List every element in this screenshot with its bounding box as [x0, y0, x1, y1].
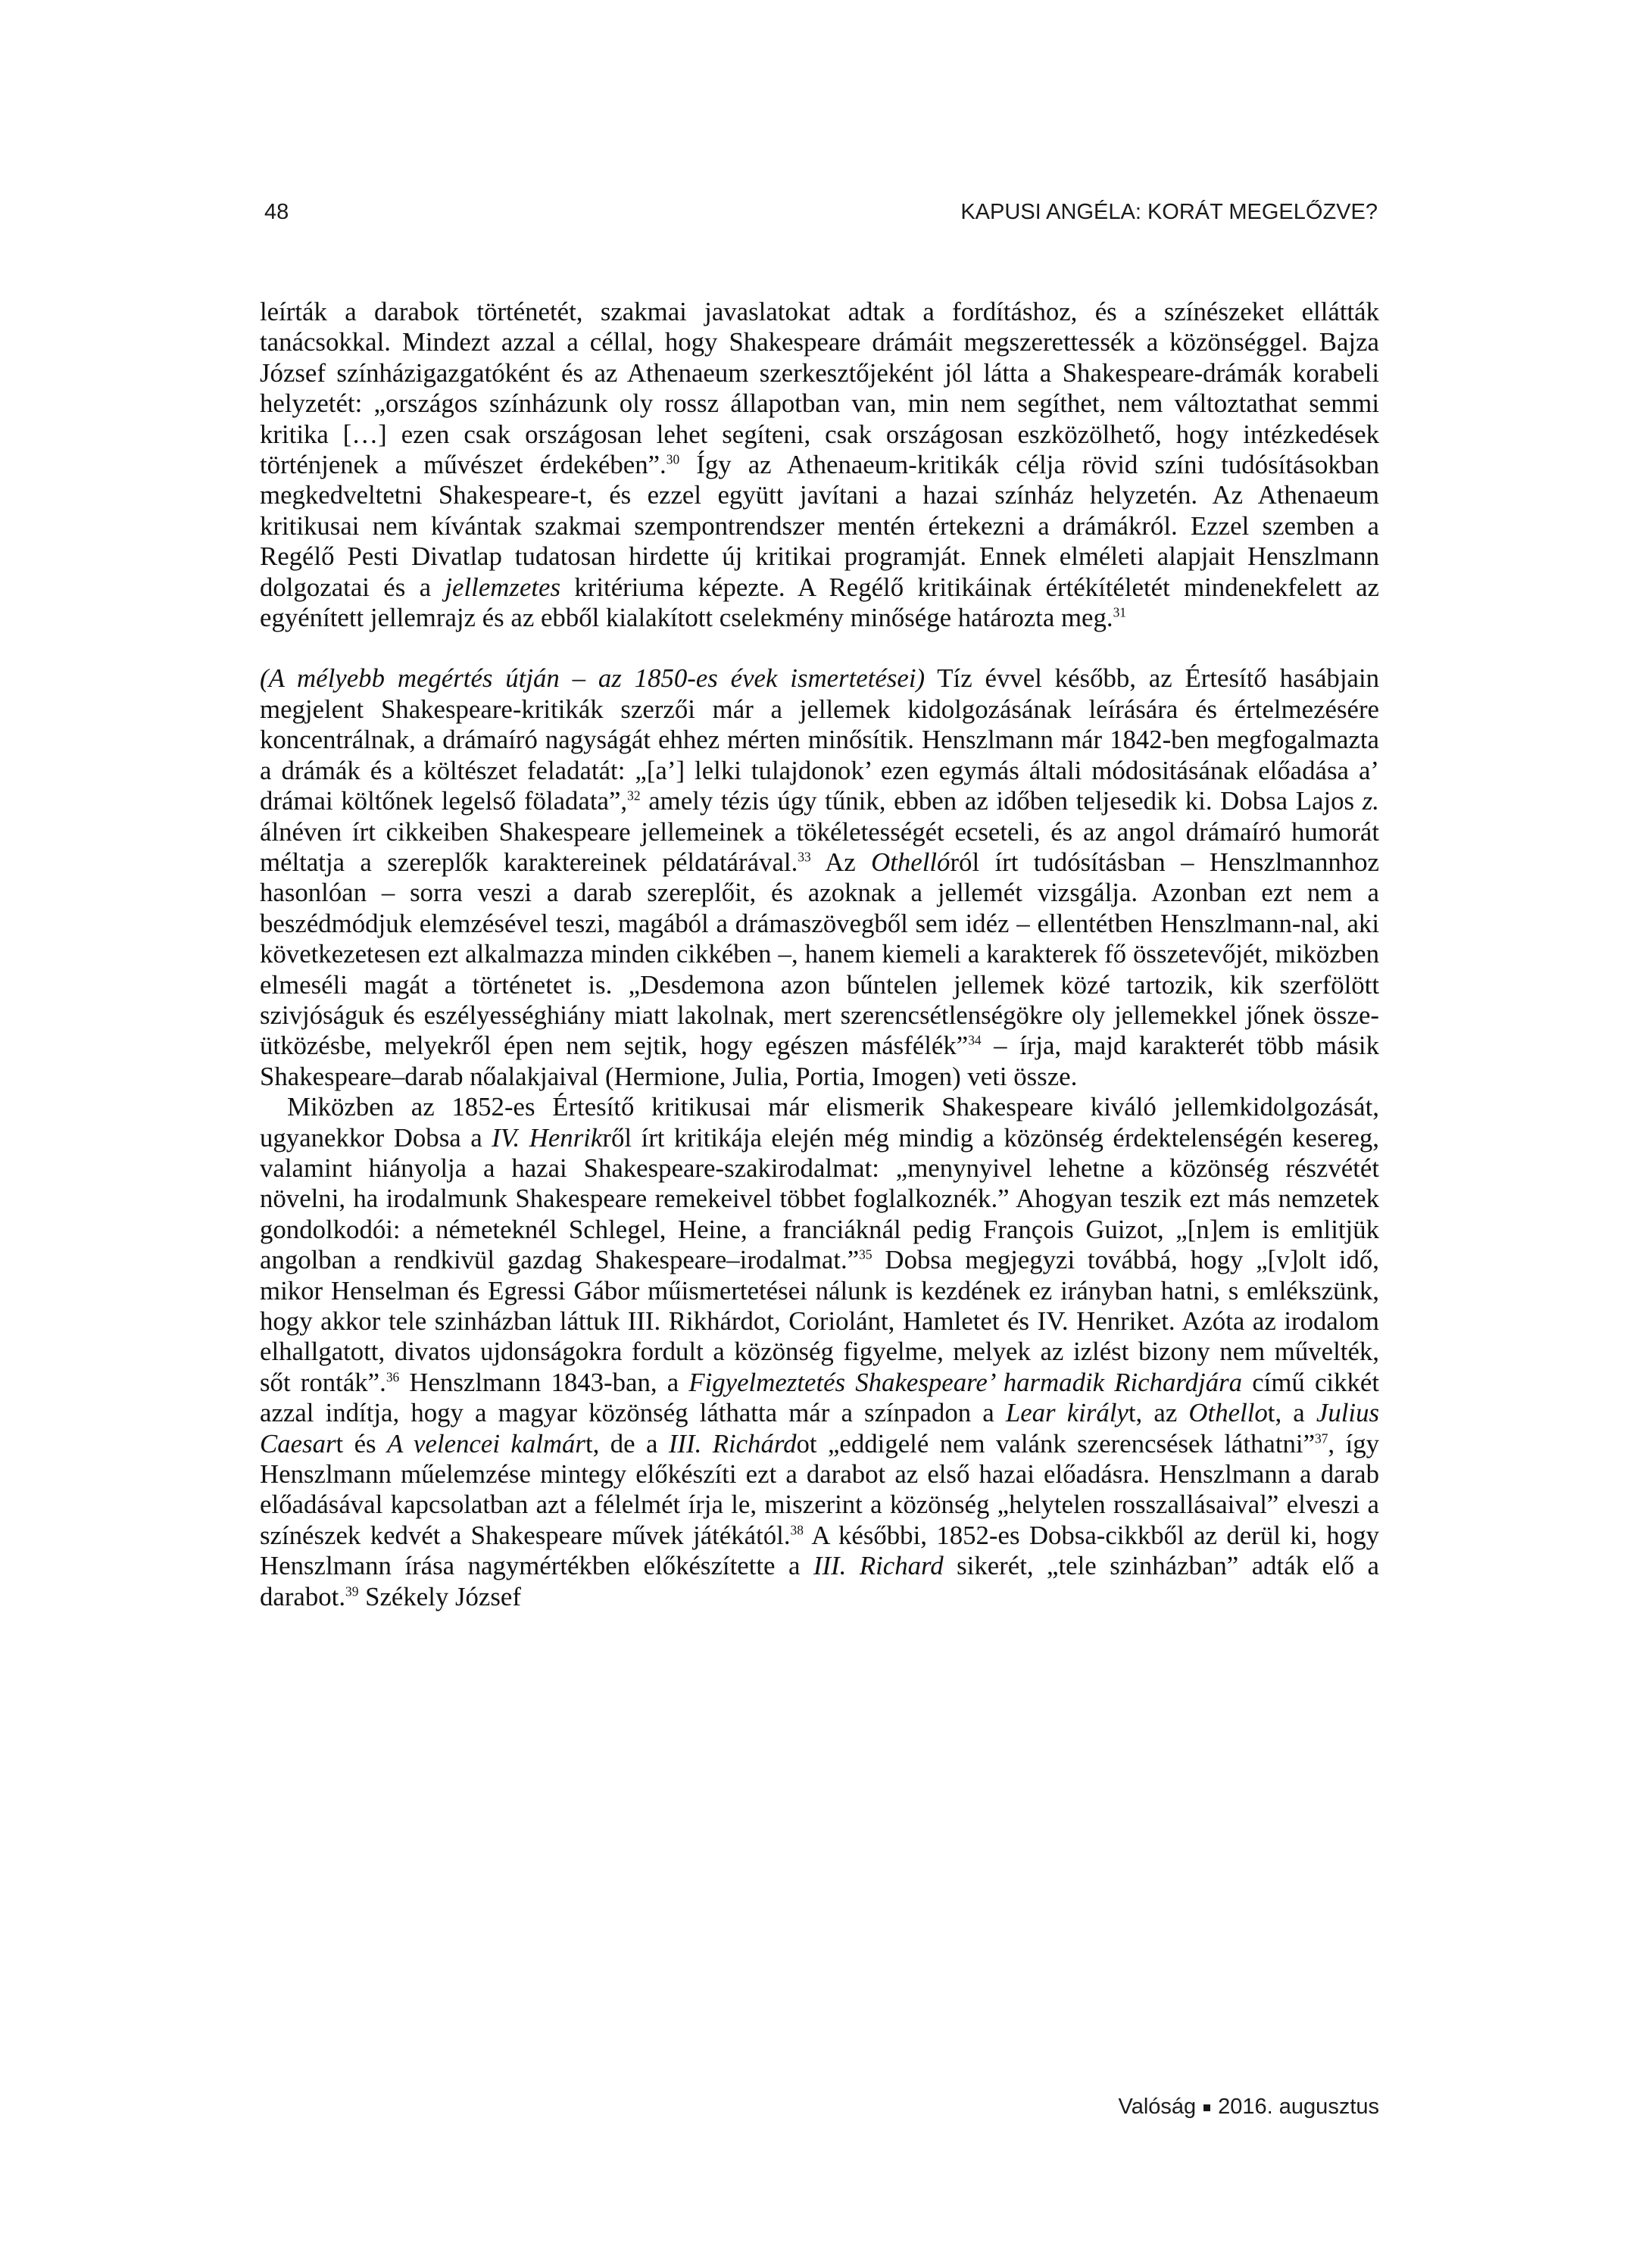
italic-text: Lear király — [1005, 1398, 1128, 1428]
text-run: t és — [336, 1428, 387, 1458]
footnote-marker: 33 — [798, 849, 811, 865]
footnote-marker: 35 — [859, 1246, 873, 1262]
text-run: Dobsa megjegyzi továbbá, hogy „[v]olt idő, mikor Henselman és Egressi Gábor műismertetései nálunk is kezdének ez irányban hatni, s emlékszünk, hogy akkor tele szinházban láttuk III. Rikhárdot, Coriolánt, Hamletet és IV. Henriket. Azóta az irodalom elhallgatott, divatos ujdonságokra fordult a közönség figyelme, melyek az izlést bizony nem művelték, sőt ronták”. — [260, 1245, 1380, 1397]
footnote-marker: 31 — [1113, 604, 1126, 620]
text-run: című cikkét azzal indítja, hogy a magyar közönség láthatta már a színpadon a — [260, 1367, 1379, 1428]
italic-text: jellemzetes — [445, 572, 561, 602]
italic-text: (A mélyebb megértés útján – az 1850-es évek ismertetései) — [260, 663, 926, 694]
text-run: leírták a darabok történetét, szakmai javaslatokat adtak a fordításhoz, és a színészeket ellátták tanácsokkal. Mindezt azzal a céllal, hogy Shakespeare drámáit megszerettessék a közönséggel. Bajza József színházigazgatóként és az Athenaeum szerkesztőjeként jól látta a Shakespeare-drámák korabeli helyzetét: „országos színházunk oly rossz állapotban van, min nem segíthet, nem változtathat semmi kritika […] ezen csak országosan lehet segíteni, csak országosan eszközölhető, hogy intézkedések történjenek a művészet érdekében”. — [260, 297, 1379, 480]
italic-text: III. Richárd — [668, 1428, 797, 1458]
issue-date: 2016. augusztus — [1218, 2095, 1379, 2119]
text-run: Így az Athenaeum-kritikák célja rövid színi tudósításokban megkedveltetni Shakespeare-t, és ezzel együtt javítani a hazai színház helyzetén. Az Athenaeum kritikusai nem kívántak szakmai szempontrendszer mentén értekezni a drámákról. Ezzel szemben a Regélő Pesti Divatlap tudatosan hirdette új kritikai programját. Ennek elméleti alapjait Henszlmann dolgozatai és a — [260, 450, 1379, 602]
text-run: Az — [810, 847, 872, 877]
text-run: kritériuma képezte. A Regélő kritikáinak értékítéletét mindenekfelett az egyénített jellemrajz és az ebből kialakított cselekmény minősége határozta meg. — [260, 572, 1379, 633]
text-run: Miközben az 1852-es Értesítő kritikusai már elismerik Shakespeare kiváló jellemkidolgozását, ugyanekkor Dobsa a — [260, 1092, 1379, 1153]
italic-text: A velencei kalmár — [387, 1428, 585, 1458]
text-run: amely tézis úgy tűnik, ebben az időben teljesedik ki. Dobsa Lajos — [640, 786, 1363, 816]
text-run: t, a — [1267, 1398, 1316, 1428]
footnote-marker: 37 — [1315, 1430, 1328, 1446]
italic-text: Othello — [1188, 1398, 1268, 1428]
text-run: ról írt tudósításban – Henszlmannhoz hasonlóan – sorra veszi a darab szereplőit, és azoknak a jellemét vizsgálja. Azonban ezt nem a beszédmódjuk elemzésével teszi, magából a drámaszövegből sem idéz – ellentétben Henszlmann-nal, aki következetesen ezt alkalmazza minden cikkében –, hanem kiemeli a karakterek fő összetevőjét, miközben elmeséli magát a történetet is. „Desdemona azon bűntelen jellemek közé tartozik, kik szerfölött szivjóságuk és eszélyességhiány miatt lakolnak, mert szerencsétlenségökre oly jellemekkel jőnek összeütközésbe, melyekről épen nem sejtik, hogy egészen másfélék” — [260, 847, 1379, 1061]
text-run: sikerét, „tele szinházban” adták elő a darabot. — [260, 1551, 1379, 1611]
paragraph — [260, 663, 1379, 1092]
page-header — [264, 200, 1378, 233]
text-run: t, de a — [585, 1428, 669, 1458]
journal-name: Valóság — [1118, 2095, 1197, 2119]
text-run: , így Henszlmann műelemzése mintegy előkészíti ezt a darabot az első hazai előadásra. Henszlmann a darab előadásával kapcsolatban azt a félelmét írja le, miszerint a közönség „helytelen rosszallásaival” elveszi a színészek kedvét a Shakespeare művek játékától. — [260, 1428, 1379, 1550]
italic-text: Figyelmeztetés Shakespeare’ harmadik Richardjára — [688, 1367, 1243, 1397]
text-run: ről írt kritikája elején még mindig a közönség érdektelenségén kesereg, valamint hiányolja a hazai Shakespeare-szakirodalmat: „menynyivel lehetne a közönség részvétét növelni, ha irodalmunk Shakespeare remekeivel többet foglalkoznék.” Ahogyan teszik ezt más nemzetek gondolkodói: a németeknél Schlegel, Heine, a franciáknál pedig François Guizot, „[n]em is emlitjük angolban a rendkivül gazdag Shakespeare–irodalmat.” — [260, 1122, 1379, 1275]
page-number: 48 — [264, 200, 289, 224]
text-run: álnéven írt cikkeiben Shakespeare jellemeinek a tökéletességét ecseteli, és az angol drámaíró humorát méltatja a szereplők karaktereinek példatárával. — [260, 816, 1379, 877]
footnote-marker: 39 — [345, 1583, 359, 1599]
separator-dot-icon — [1203, 2104, 1210, 2111]
italic-text: III. Richard — [813, 1551, 944, 1581]
text-run: A későbbi, 1852-es Dobsa-cikkből az derül ki, hogy Henszlmann írása nagymértékben előkészítette a — [260, 1520, 1380, 1581]
text-run: Tíz évvel később, az Értesítő hasábjain megjelent Shakespeare-kritikák szerzői már a jellemek kidolgozásának leírására és értelmezésére koncentrálnak, a drámaíró nagyságát ehhez mérten minősítik. Henszlmann már 1842-ben megfogalmazta a drámák és a költészet feladatát: „[a’] lelki tulajdonok’ ezen egymás általi módositásának előadása a’ drámai költőnek legelső föladata”, — [260, 663, 1380, 816]
text-run: ot „eddigelé nem valánk szerencsések láthatni” — [796, 1428, 1316, 1458]
text-run: Székely József — [358, 1581, 521, 1611]
footnote-marker: 36 — [386, 1369, 400, 1385]
article-body — [260, 297, 1379, 1612]
running-title: KAPUSI ANGÉLA: KORÁT MEGELŐZVE? — [960, 200, 1378, 224]
text-run: – írja, majd karakterét több másik Shakespeare–darab nőalakjaival (Hermione, Julia, Portia, Imogen) veti össze. — [260, 1031, 1379, 1091]
paragraph — [260, 1092, 1379, 1612]
italic-text: z. — [1362, 786, 1379, 816]
italic-text: IV. Henrik — [492, 1122, 603, 1153]
italic-text: Julius Caesar — [260, 1398, 1380, 1458]
paragraph — [260, 297, 1379, 633]
footnote-marker: 38 — [790, 1522, 804, 1538]
footnote-marker: 32 — [627, 788, 641, 803]
italic-text: Othelló — [871, 847, 951, 877]
text-run: Henszlmann 1843-ban, a — [399, 1367, 689, 1397]
text-run: t, az — [1128, 1398, 1189, 1428]
footnote-marker: 30 — [666, 451, 680, 467]
footnote-marker: 34 — [968, 1032, 982, 1048]
page-footer — [1119, 2095, 1379, 2128]
